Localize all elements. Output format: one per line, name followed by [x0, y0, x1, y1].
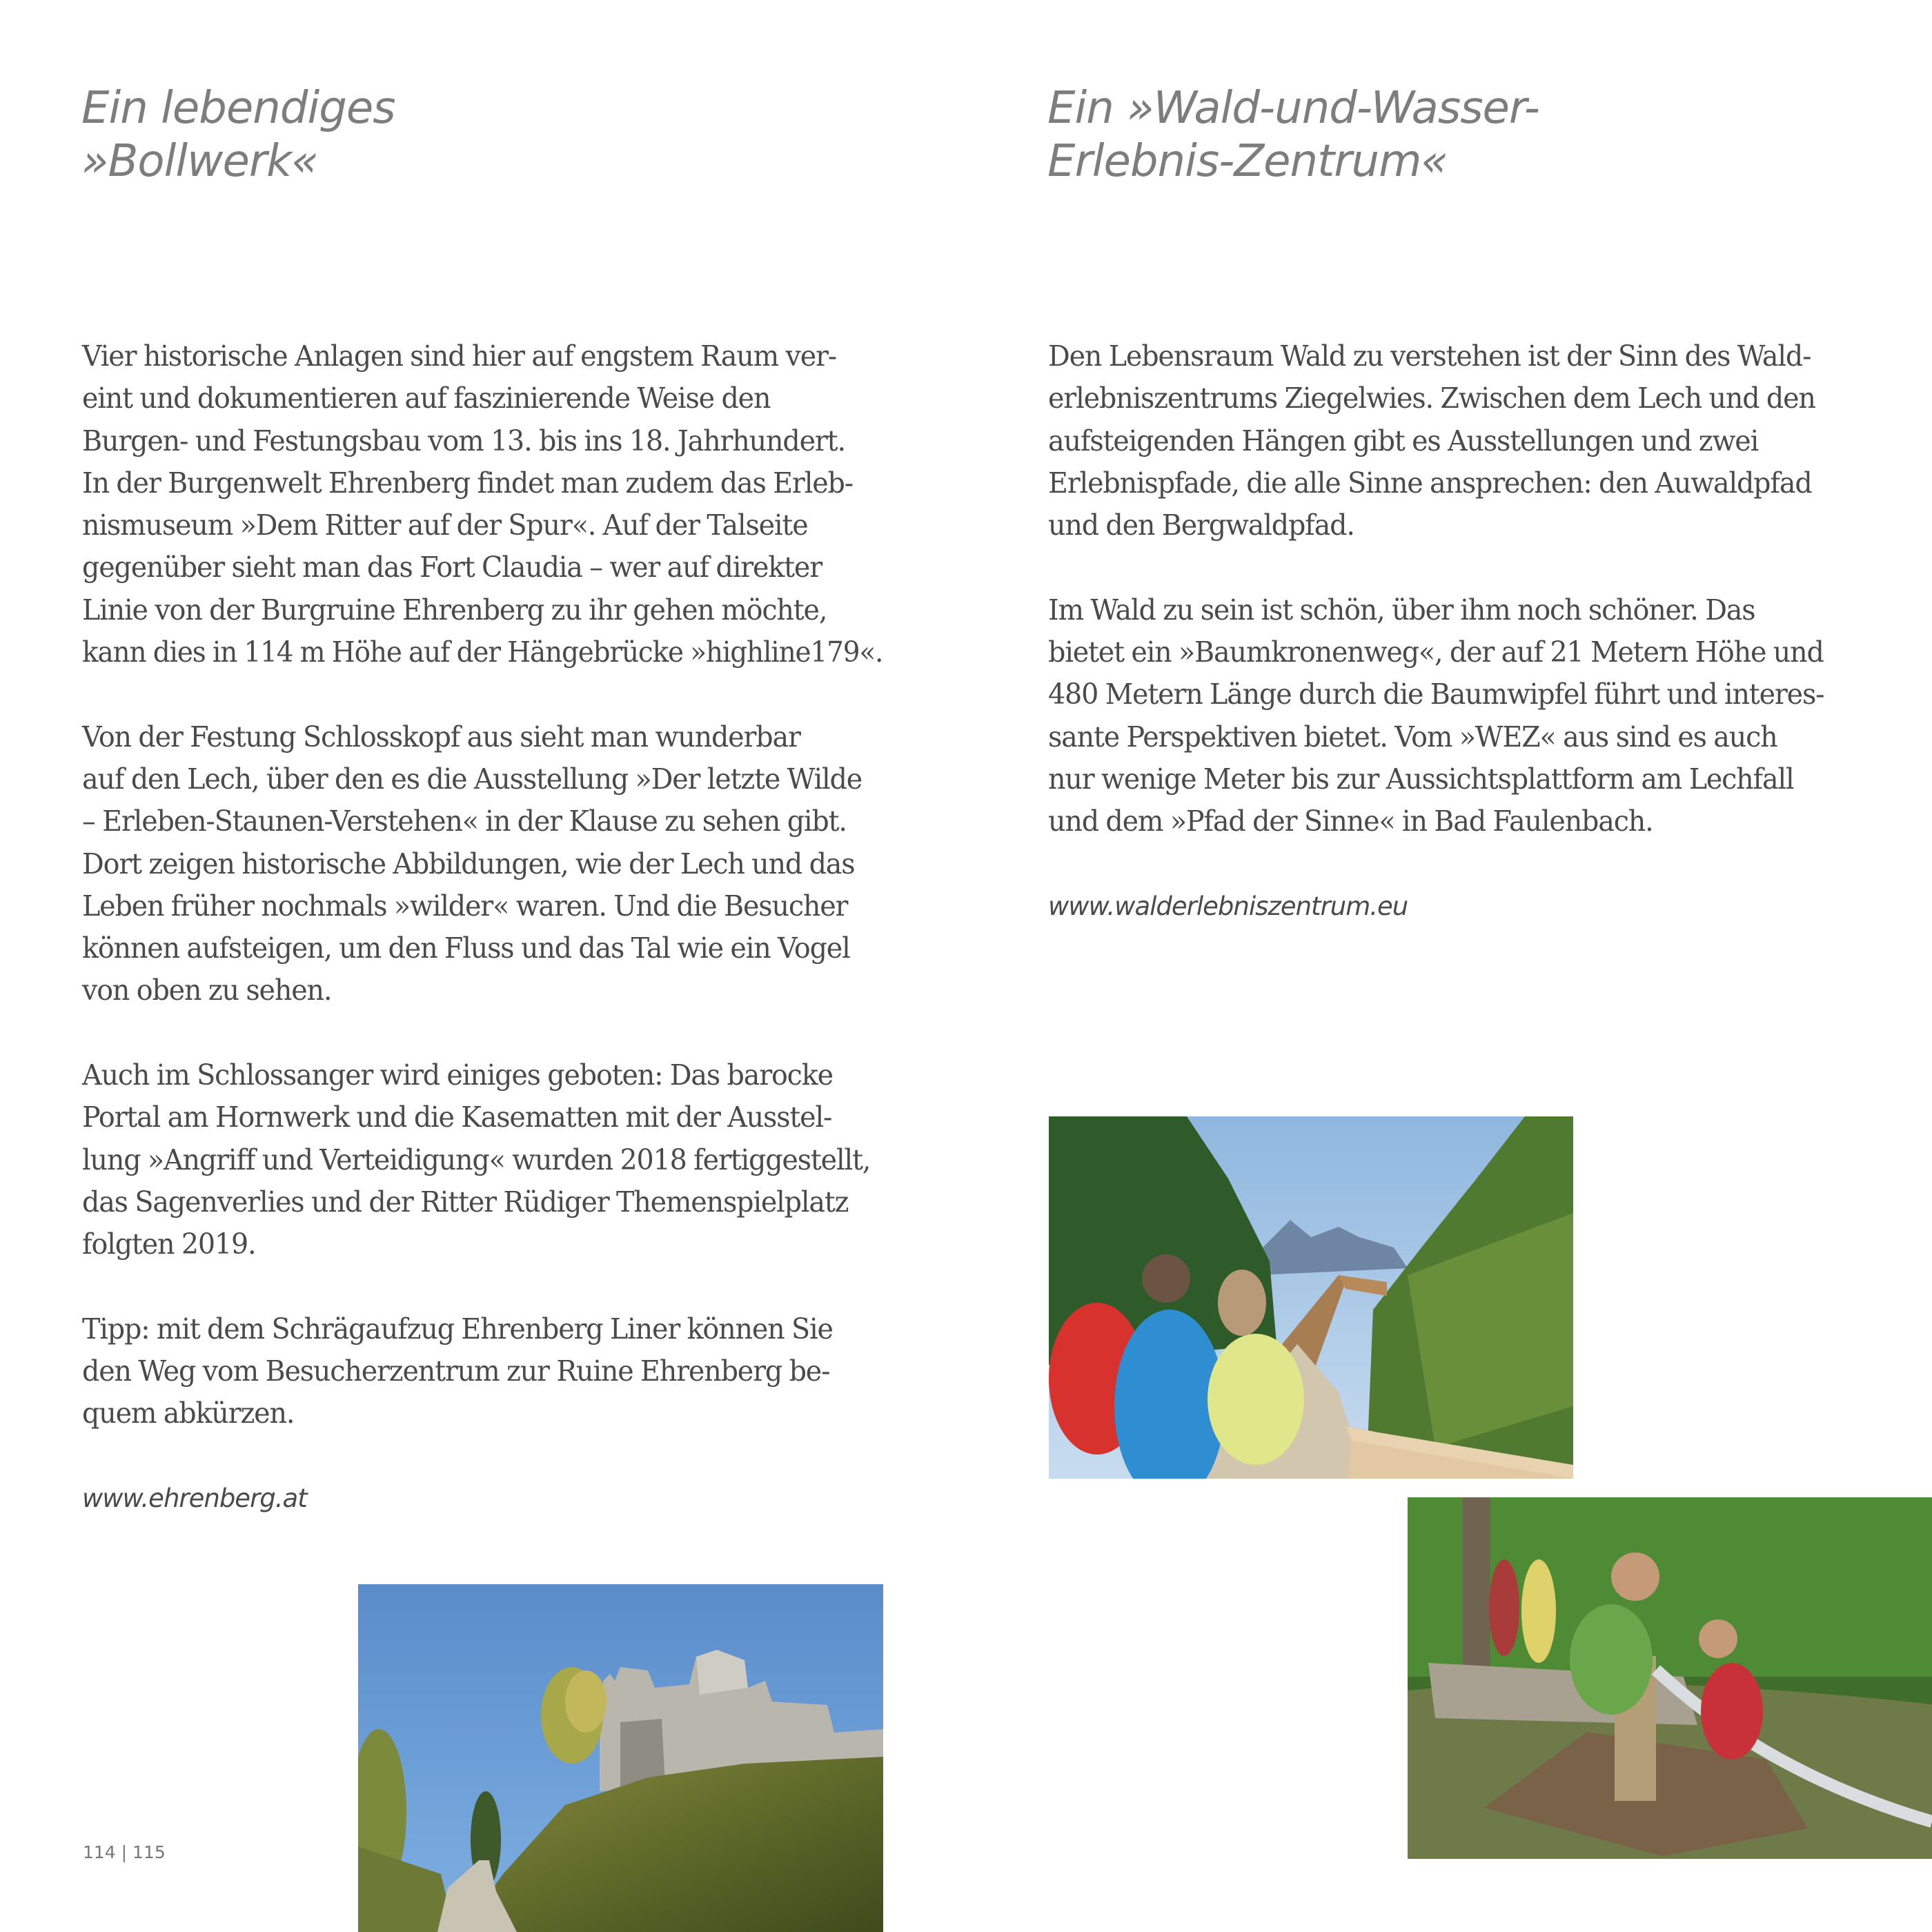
text-line: den Weg vom Besucherzentrum zur Ruine Ehrenberg be- [82, 1354, 830, 1388]
text-line: nur wenige Meter bis zur Aussichtsplattform am Lechfall [1048, 762, 1794, 796]
text-line: Portal am Hornwerk und die Kasematten mit der Ausstel- [82, 1101, 832, 1134]
castle-ruin-image [358, 1584, 883, 1932]
text-line: kann dies in 114 m Höhe auf der Hängebrücke »highline179«. [82, 635, 883, 669]
text-line: In der Burgenwelt Ehrenberg findet man zudem das Erleb- [82, 466, 853, 500]
left-paragraph-3 [82, 1054, 910, 1265]
text-line: Burgen- und Festungsbau vom 13. bis ins 18. Jahrhundert. [82, 424, 845, 457]
right-heading-line-2: Erlebnis-Zentrum« [1047, 136, 1448, 187]
text-line: quem abkürzen. [82, 1397, 295, 1430]
left-heading [81, 82, 395, 188]
text-line: Leben früher nochmals »wilder« waren. Und die Besucher [82, 889, 848, 923]
text-line: – Erleben-Staunen-Verstehen« in der Klause zu sehen gibt. [82, 805, 847, 838]
ehrenberg-website-link[interactable]: www.ehrenberg.at [82, 1483, 307, 1514]
raft-pond-image [1408, 1497, 1932, 1859]
text-line: Im Wald zu sein ist schön, über ihm noch schöner. Das [1048, 593, 1755, 627]
text-line: und dem »Pfad der Sinne« in Bad Faulenbach. [1048, 805, 1653, 838]
left-paragraph-tip [82, 1308, 910, 1435]
text-line: gegenüber sieht man das Fort Claudia – wer auf direkter [82, 551, 822, 584]
text-line: Von der Festung Schlosskopf aus sieht man wunderbar [82, 720, 800, 753]
text-line: können aufsteigen, um den Fluss und das Tal wie ein Vogel [82, 931, 850, 965]
raft-pond-photo [1408, 1497, 1932, 1859]
left-body [82, 335, 910, 1519]
text-line: folgten 2019. [82, 1228, 256, 1261]
text-line: Linie von der Burgruine Ehrenberg zu ihr gehen möchte, [82, 593, 827, 627]
right-heading-line-1: Ein »Wald-und-Wasser- [1047, 83, 1539, 134]
text-line: nismuseum »Dem Ritter auf der Spur«. Auf der Talseite [82, 509, 808, 542]
right-body [1048, 335, 1876, 927]
page-numbers: 114 | 115 [83, 1842, 166, 1862]
left-paragraph-1 [82, 335, 910, 673]
walderlebniszentrum-website-link[interactable]: www.walderlebniszentrum.eu [1048, 891, 1408, 921]
text-line: 480 Metern Länge durch die Baumwipfel führt und interes- [1048, 678, 1824, 711]
treetop-walk-image [1049, 1116, 1573, 1479]
text-line: Vier historische Anlagen sind hier auf engstem Raum ver- [82, 339, 837, 373]
treetop-walk-photo [1049, 1116, 1573, 1479]
text-line: das Sagenverlies und der Ritter Rüdiger Themenspielplatz [82, 1185, 849, 1219]
castle-ruin-photo [358, 1584, 883, 1932]
left-heading-line-2: »Bollwerk« [81, 136, 318, 187]
left-heading-line-1: Ein lebendiges [81, 83, 395, 134]
text-line: und den Bergwaldpfad. [1048, 509, 1354, 542]
text-line: auf den Lech, über den es die Ausstellung »Der letzte Wilde [82, 762, 862, 796]
text-line: von oben zu sehen. [82, 974, 332, 1007]
text-line: Erlebnispfade, die alle Sinne ansprechen: den Auwaldpfad [1048, 466, 1812, 500]
text-line: sante Perspektiven bietet. Vom »WEZ« aus sind es auch [1048, 720, 1777, 753]
text-line: Auch im Schlossanger wird einiges geboten: Das barocke [82, 1058, 833, 1092]
right-heading [1047, 82, 1539, 188]
text-line: Dort zeigen historische Abbildungen, wie der Lech und das [82, 847, 855, 880]
text-line: aufsteigenden Hängen gibt es Ausstellungen und zwei [1048, 424, 1759, 457]
text-line: Tipp: mit dem Schrägaufzug Ehrenberg Liner können Sie [82, 1312, 833, 1346]
right-paragraph-1 [1048, 335, 1876, 546]
text-line: lung »Angriff und Verteidigung« wurden 2018 fertiggestellt, [82, 1143, 871, 1176]
text-line: erlebniszentrums Ziegelwies. Zwischen dem Lech und den [1048, 382, 1815, 415]
text-line: Den Lebensraum Wald zu verstehen ist der Sinn des Wald- [1048, 339, 1811, 373]
left-paragraph-2 [82, 716, 910, 1012]
right-paragraph-2 [1048, 589, 1876, 843]
text-line: eint und dokumentieren auf faszinierende Weise den [82, 382, 771, 415]
text-line: bietet ein »Baumkronenweg«, der auf 21 Metern Höhe und [1048, 635, 1824, 669]
